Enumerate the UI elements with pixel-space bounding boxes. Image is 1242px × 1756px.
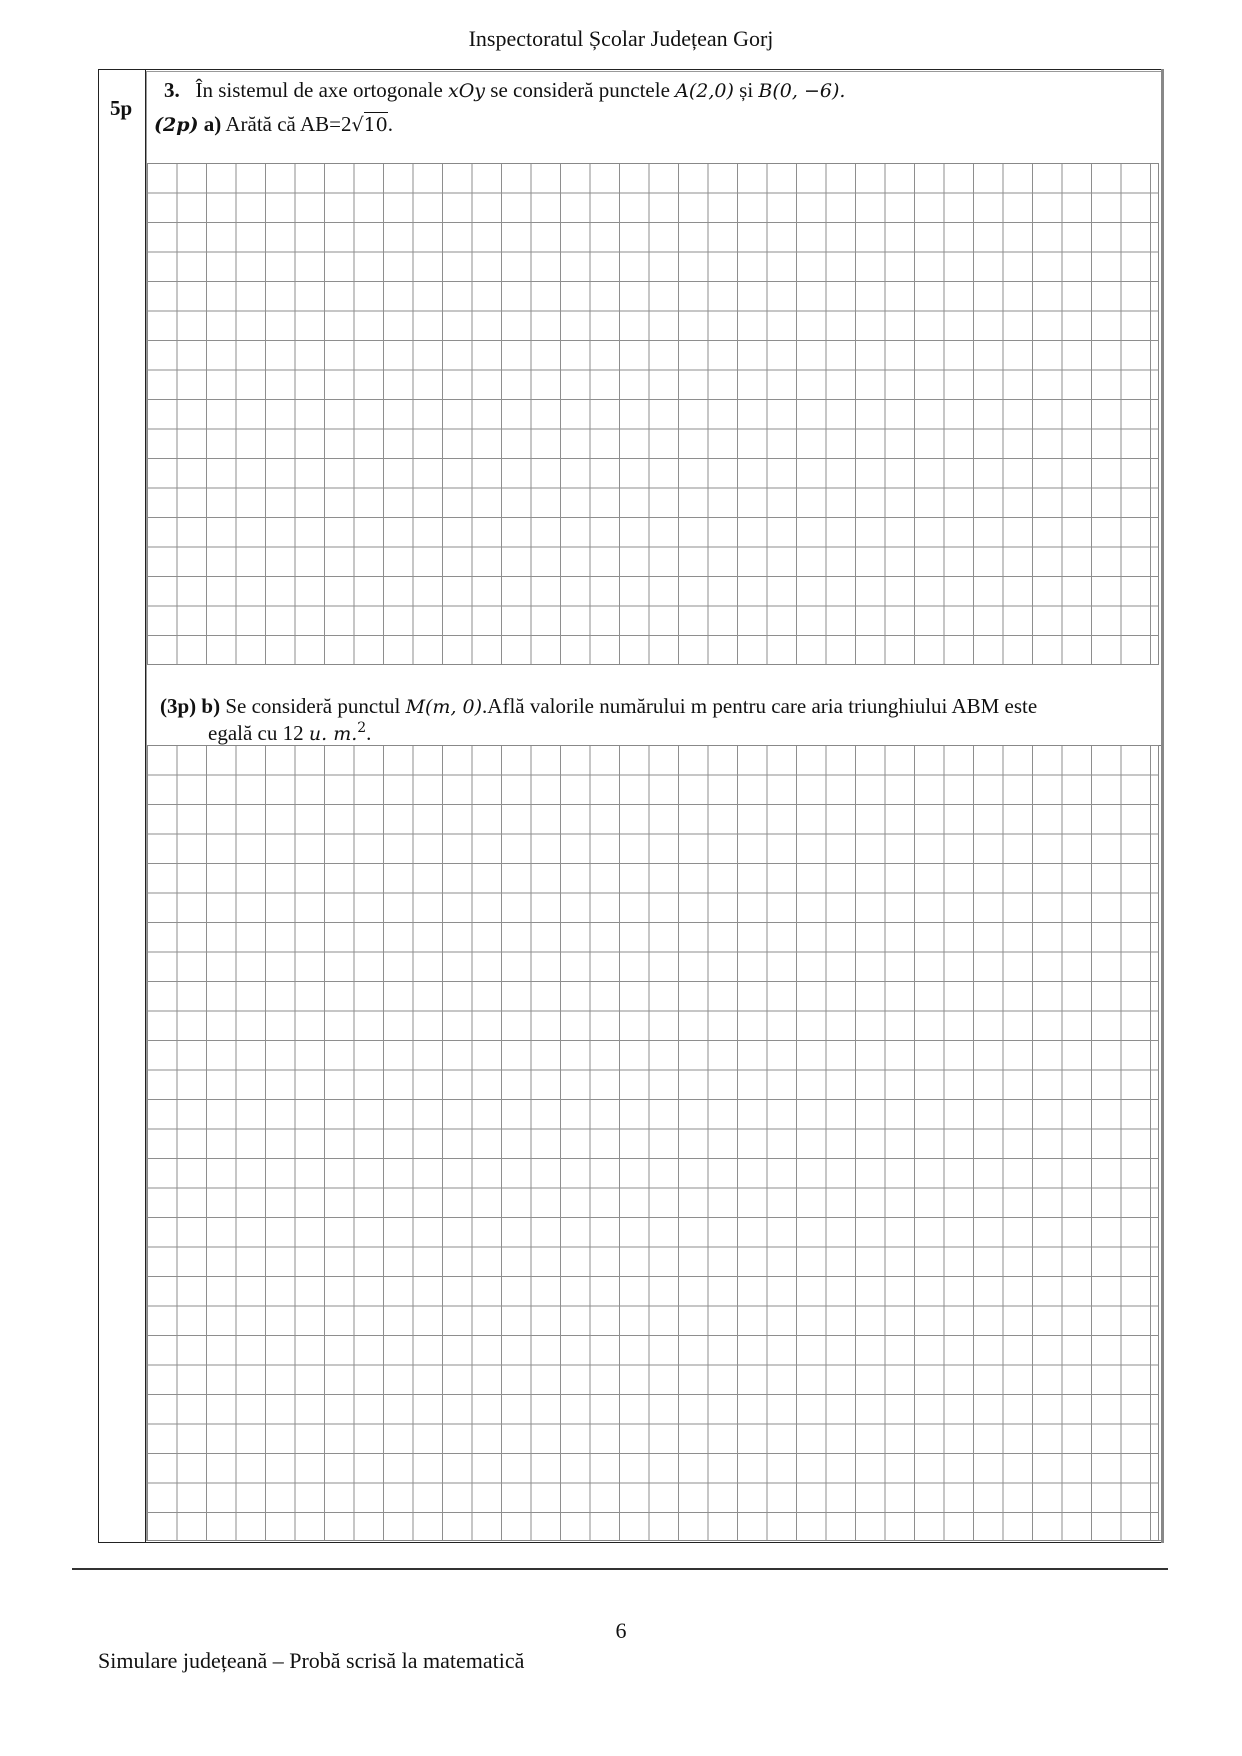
score-label: 5p [110,96,133,120]
problem-number: 3. [164,78,180,102]
footer-text: Simulare județeană – Probă scrisă la matematică [98,1648,525,1673]
part-b-text-3: egală cu 12 [208,721,304,745]
problem-statement [164,78,845,103]
part-b-end: . [366,721,372,745]
axes-label: xOy [448,80,486,102]
part-a-text: Arătă că AB=2 [225,112,352,136]
part-b-text-2: .Află valorile numărului m pentru care aria triunghiului ABM este [482,694,1038,718]
part-b-statement-cont [208,720,371,746]
score-column [98,69,146,1543]
point-a: A(2,0) [675,80,734,102]
sqrt-symbol: √10 [351,114,388,136]
part-a-points: (2p) [154,114,199,136]
statement-mid: se consideră punctele [490,78,670,102]
page-number: 6 [615,1618,627,1643]
part-a-end: . [387,112,394,136]
frame-right-edge [1161,69,1164,1543]
point-m: M(m, 0) [405,696,483,718]
part-b-text-1: Se consideră punctul [225,694,401,718]
area-unit-exponent: 2 [357,720,367,736]
answer-grid-part-b[interactable] [147,745,1159,1541]
part-b-statement [160,694,1037,719]
page-header: Inspectoratul Școlar Județean Gorj [468,26,774,51]
part-b-points: (3p) [160,694,197,718]
area-unit: u. m. [308,723,358,745]
conjunction: și [739,78,754,102]
part-a-label: a) [203,112,222,136]
sqrt-value: 10 [363,114,388,136]
part-a-statement [154,112,393,137]
part-b-label: b) [201,694,221,718]
answer-grid-part-a[interactable] [147,163,1159,665]
point-b: B(0, −6). [758,80,846,102]
statement-prefix: În sistemul de axe ortogonale [195,78,443,102]
footer-divider [72,1568,1168,1570]
